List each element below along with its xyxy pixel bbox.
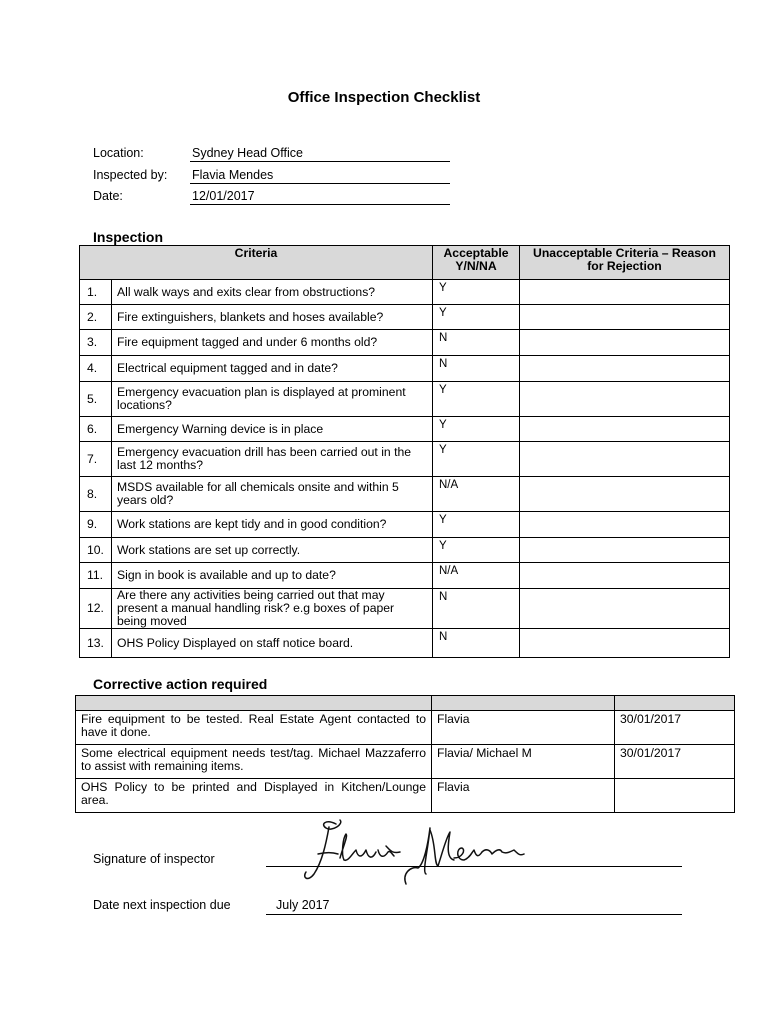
due-date-cell: 30/01/2017 xyxy=(615,745,735,779)
responsible-cell: Flavia xyxy=(432,711,615,745)
acceptable-cell: Y xyxy=(433,382,520,417)
inspection-row xyxy=(80,330,730,356)
inspection-row xyxy=(80,305,730,330)
reason-cell xyxy=(520,563,730,589)
location-label: Location: xyxy=(93,146,144,160)
criteria-cell: Fire equipment tagged and under 6 months old? xyxy=(112,330,433,356)
due-date-cell xyxy=(615,779,735,813)
next-inspection-value: July 2017 xyxy=(276,898,330,912)
responsible-cell: Flavia xyxy=(432,779,615,813)
criteria-cell: Are there any activities being carried out that may present a manual handling risk? e.g boxes of paper being moved xyxy=(112,589,433,629)
action-row xyxy=(76,779,735,813)
acceptable-cell: Y xyxy=(433,417,520,442)
due-date-cell: 30/01/2017 xyxy=(615,711,735,745)
inspection-row xyxy=(80,356,730,382)
row-number: 1. xyxy=(80,280,112,305)
signature-image xyxy=(296,814,528,890)
next-inspection-label: Date next inspection due xyxy=(93,898,231,912)
inspection-row xyxy=(80,538,730,563)
page-title: Office Inspection Checklist xyxy=(287,89,481,106)
acceptable-cell: N xyxy=(433,356,520,382)
reason-cell xyxy=(520,330,730,356)
inspection-table xyxy=(79,245,730,658)
date-label: Date: xyxy=(93,189,123,203)
row-number: 12. xyxy=(80,589,112,629)
acceptable-cell: Y xyxy=(433,305,520,330)
responsible-cell: Flavia/ Michael M xyxy=(432,745,615,779)
reason-cell xyxy=(520,382,730,417)
row-number: 9. xyxy=(80,512,112,538)
inspected-by-value: Flavia Mendes xyxy=(190,167,450,184)
date-value: 12/01/2017 xyxy=(190,188,450,205)
action-header-row xyxy=(76,696,735,711)
inspection-row xyxy=(80,417,730,442)
reason-cell xyxy=(520,629,730,658)
action-row xyxy=(76,745,735,779)
reason-cell xyxy=(520,280,730,305)
row-number: 4. xyxy=(80,356,112,382)
reason-header: Unacceptable Criteria – Reason for Rejection xyxy=(520,246,730,280)
action-header-cell xyxy=(76,696,432,711)
row-number: 3. xyxy=(80,330,112,356)
acceptable-cell: Y xyxy=(433,512,520,538)
criteria-cell: Emergency evacuation drill has been carried out in the last 12 months? xyxy=(112,442,433,477)
row-number: 11. xyxy=(80,563,112,589)
inspection-row xyxy=(80,442,730,477)
inspection-row xyxy=(80,589,730,629)
reason-cell xyxy=(520,589,730,629)
location-value: Sydney Head Office xyxy=(190,145,450,162)
inspection-row xyxy=(80,477,730,512)
row-number: 8. xyxy=(80,477,112,512)
reason-cell xyxy=(520,417,730,442)
criteria-cell: MSDS available for all chemicals onsite and within 5 years old? xyxy=(112,477,433,512)
inspection-row xyxy=(80,280,730,305)
acceptable-cell: Y xyxy=(433,442,520,477)
row-number: 13. xyxy=(80,629,112,658)
inspection-row xyxy=(80,563,730,589)
criteria-cell: Work stations are set up correctly. xyxy=(112,538,433,563)
reason-cell xyxy=(520,356,730,382)
criteria-header: Criteria xyxy=(80,246,433,280)
acceptable-cell: Y xyxy=(433,280,520,305)
row-number: 5. xyxy=(80,382,112,417)
criteria-cell: Emergency Warning device is in place xyxy=(112,417,433,442)
criteria-cell: Emergency evacuation plan is displayed at prominent locations? xyxy=(112,382,433,417)
acceptable-cell: Y xyxy=(433,538,520,563)
signature-label: Signature of inspector xyxy=(93,852,215,866)
criteria-cell: Electrical equipment tagged and in date? xyxy=(112,356,433,382)
acceptable-cell: N xyxy=(433,629,520,658)
row-number: 7. xyxy=(80,442,112,477)
inspection-heading: Inspection xyxy=(93,229,164,245)
reason-cell xyxy=(520,305,730,330)
inspection-row xyxy=(80,512,730,538)
responsible-header-cell xyxy=(432,696,615,711)
inspected-by-label: Inspected by: xyxy=(93,168,168,182)
due-header-cell xyxy=(615,696,735,711)
inspection-row xyxy=(80,629,730,658)
criteria-cell: OHS Policy Displayed on staff notice board. xyxy=(112,629,433,658)
next-inspection-line xyxy=(266,914,682,915)
acceptable-header: Acceptable Y/N/NA xyxy=(433,246,520,280)
reason-cell xyxy=(520,538,730,563)
row-number: 10. xyxy=(80,538,112,563)
criteria-cell: Fire extinguishers, blankets and hoses available? xyxy=(112,305,433,330)
action-cell: OHS Policy to be printed and Displayed in Kitchen/Lounge area. xyxy=(76,779,432,813)
reason-cell xyxy=(520,477,730,512)
acceptable-cell: N/A xyxy=(433,477,520,512)
acceptable-cell: N xyxy=(433,589,520,629)
inspection-row xyxy=(80,382,730,417)
acceptable-cell: N xyxy=(433,330,520,356)
corrective-action-table xyxy=(75,695,735,813)
row-number: 6. xyxy=(80,417,112,442)
row-number: 2. xyxy=(80,305,112,330)
signature-line xyxy=(266,866,682,867)
criteria-cell: Sign in book is available and up to date? xyxy=(112,563,433,589)
action-cell: Fire equipment to be tested. Real Estate Agent contacted to have it done. xyxy=(76,711,432,745)
acceptable-cell: N/A xyxy=(433,563,520,589)
criteria-cell: Work stations are kept tidy and in good condition? xyxy=(112,512,433,538)
criteria-cell: All walk ways and exits clear from obstructions? xyxy=(112,280,433,305)
action-row xyxy=(76,711,735,745)
reason-cell xyxy=(520,442,730,477)
action-cell: Some electrical equipment needs test/tag. Michael Mazzaferro to assist with remaining items. xyxy=(76,745,432,779)
inspection-header-row xyxy=(80,246,730,280)
corrective-heading: Corrective action required xyxy=(93,676,268,692)
reason-cell xyxy=(520,512,730,538)
